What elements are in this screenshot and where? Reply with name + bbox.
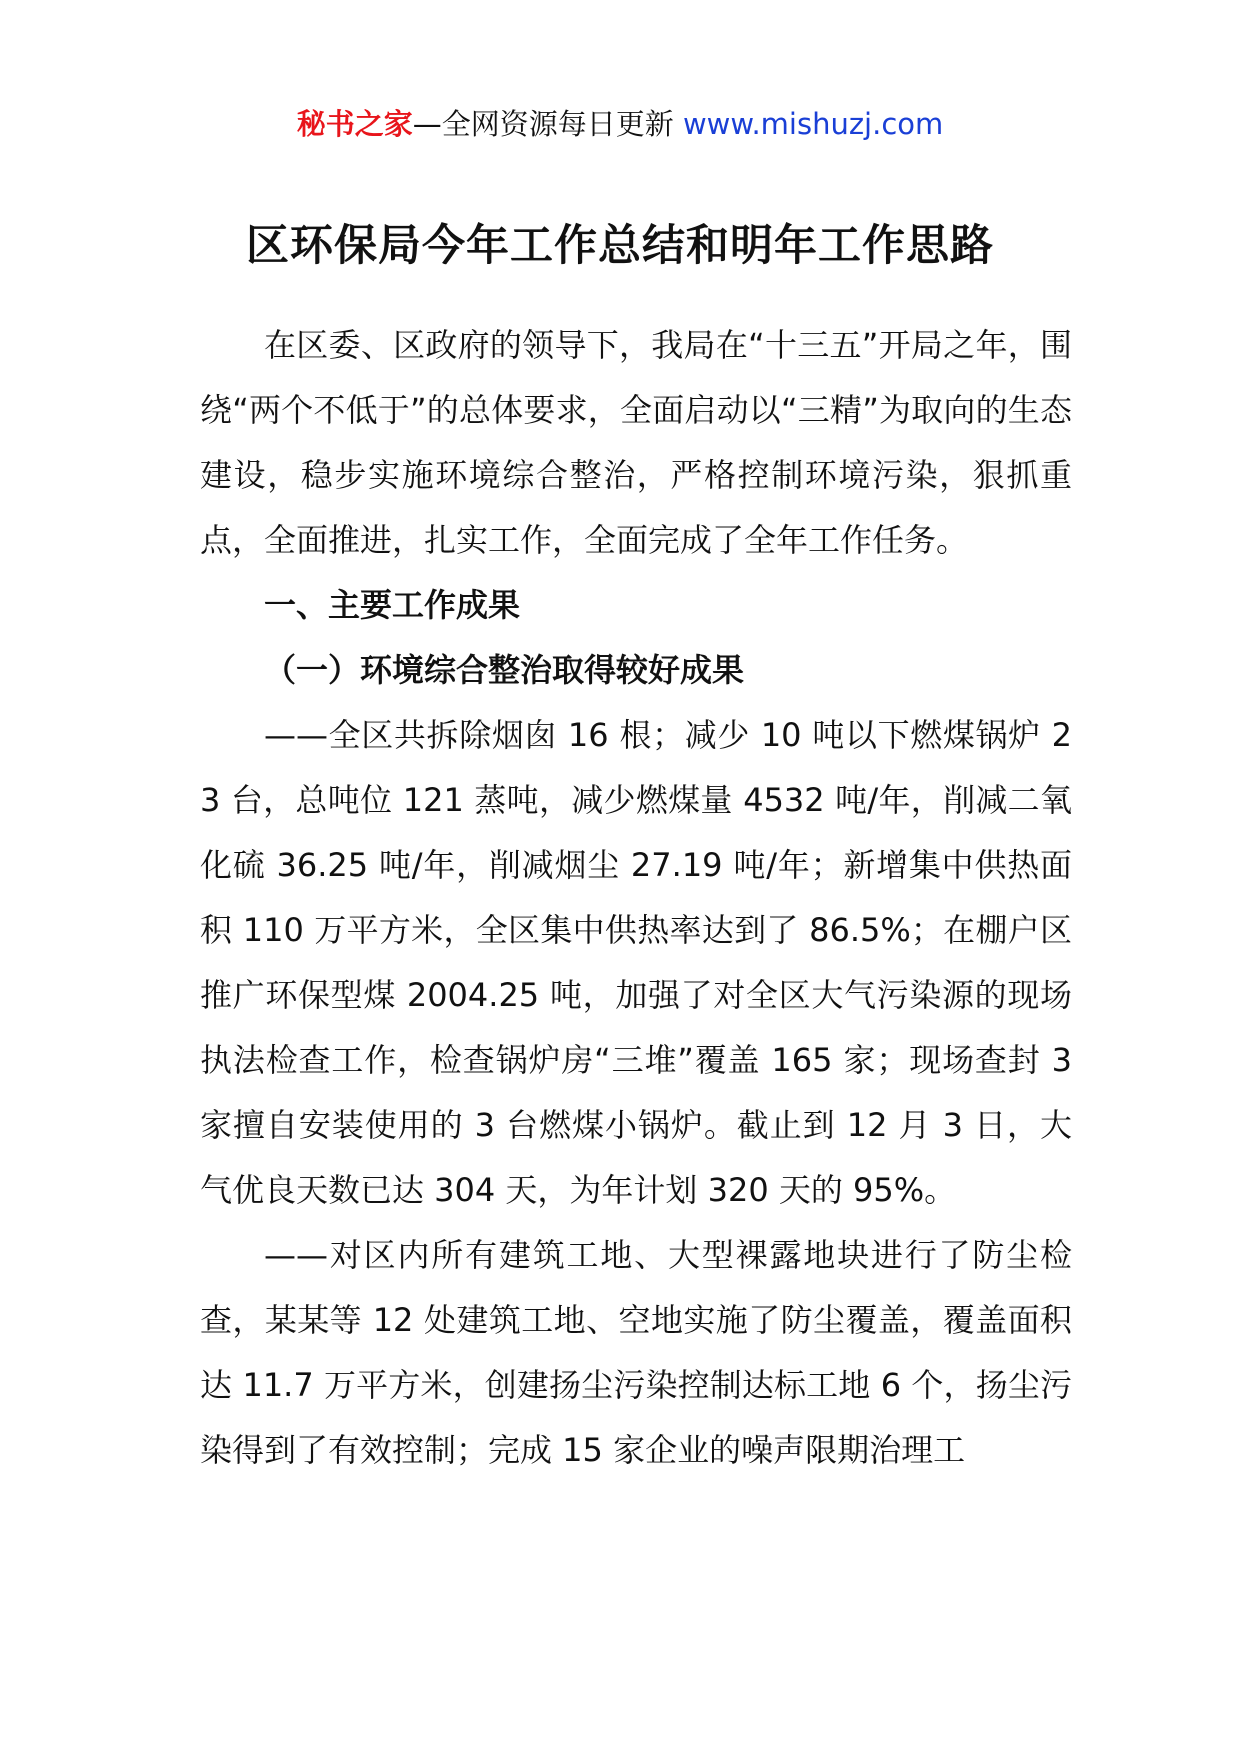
brand-name: 秘书之家 [296, 107, 413, 141]
section-heading: 一、主要工作成果 [264, 586, 521, 624]
site-url-link[interactable]: www.mishuzj.com [682, 107, 944, 141]
body-paragraph-2: ——对区内所有建筑工地、大型裸露地块进行了防尘检查，某某等 12 处建筑工地、空地实施了防尘覆盖，覆盖面积达 11.7 万平方米，创建扬尘污染控制达标工地 6 个，扬尘污染得到了有效控制；完成 15 家企业的噪声限期治理工 [200, 1236, 1072, 1469]
header-tagline: —全网资源每日更新 [412, 107, 683, 141]
site-header [0, 104, 1240, 144]
document-title: 区环保局今年工作总结和明年工作思路 [246, 221, 994, 271]
intro-paragraph: 在区委、区政府的领导下，我局在“十三五”开局之年，围绕“两个不低于”的总体要求，全面启动以“三精”为取向的生态建设，稳步实施环境综合整治，严格控制环境污染，狠抓重点，全面推进，扎实工作，全面完成了全年工作任务。 [200, 326, 1072, 559]
document-body [200, 313, 1072, 1483]
subsection-heading: （一）环境综合整治取得较好成果 [264, 651, 745, 689]
body-paragraph-1: ——全区共拆除烟囱 16 根；减少 10 吨以下燃煤锅炉 23 台，总吨位 121 蒸吨，减少燃煤量 4532 吨/年，削减二氧化硫 36.25 吨/年，削减烟尘 27.19 吨/年；新增集中供热面积 110 万平方米，全区集中供热率达到了 86.5%；在棚户区推广环保型煤 2004.25 吨，加强了对全区大气污染源的现场执法检查工作，检查锅炉房“三堆”覆盖 165 家；现场查封 3 家擅自安装使用的 3 台燃煤小锅炉。截止到 12 月 3 日，大气优良天数已达 304 天，为年计划 320 天的 95%。 [200, 716, 1072, 1209]
